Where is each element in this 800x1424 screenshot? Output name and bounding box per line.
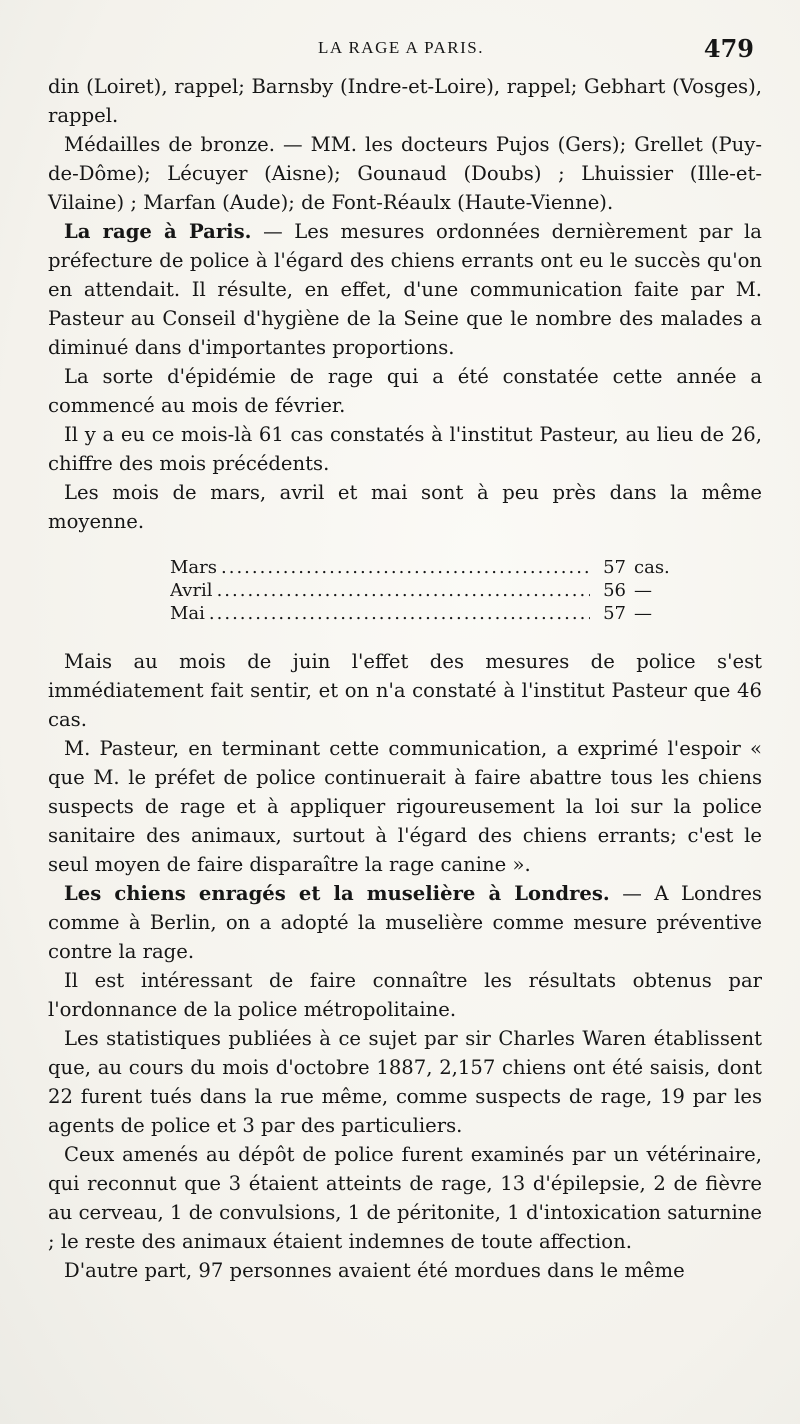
table-count: 57: [603, 603, 626, 624]
section-heading-rage-paris: La rage à Paris.: [64, 220, 252, 243]
paragraph-london-muzzle: [48, 879, 762, 966]
paragraph-rage-paris-body: — Les mesures ordonnées dernièrement par la préfecture de police à l'égard des chiens errants ont eu le succès qu'on en attendait. Il résulte, en effet, d'une communication faite par M. Pasteur au Conseil d'hygiène de la Seine que le nombre des malades a diminué dans d'importantes proportions.: [48, 220, 762, 359]
paragraph-epidemic-start: La sorte d'épidémie de rage qui a été constatée cette année a commencé au mois de février.: [48, 365, 762, 417]
table-row: [170, 602, 690, 625]
table-row: [170, 556, 690, 579]
page-number: 479: [703, 34, 754, 63]
table-count: 56: [603, 580, 626, 601]
table-month: Mai: [170, 603, 205, 624]
cases-table: [170, 556, 690, 625]
paragraph-veterinary-exam: Ceux amenés au dépôt de police furent examinés par un vétérinaire, qui reconnut que 3 étaient atteints de rage, 13 d'épilepsie, 2 de fièvre au cerveau, 1 de convulsions, 1 de péritonite, 1 d'intoxication saturnine ; le reste des animaux étaient indemnes de toute affection.: [48, 1143, 762, 1253]
dot-leader: [217, 579, 590, 602]
paragraph-waren-statistics: Les statistiques publiées à ce sujet par sir Charles Waren établissent que, au cours du mois d'octobre 1887, 2,157 chiens ont été saisis, dont 22 furent tués dans la rue même, comme suspects de rage, 19 par les agents de police et 3 par des particuliers.: [48, 1027, 762, 1137]
table-row: [170, 579, 690, 602]
paragraph-awards-continued: din (Loiret), rappel; Barnsby (Indre-et-Loire), rappel; Gebhart (Vosges), rappel.: [48, 75, 762, 127]
paragraph-bronze-medals: Médailles de bronze. — MM. les docteurs Pujos (Gers); Grellet (Puy-de-Dôme); Lécuyer (Aisne); Gounaud (Doubs) ; Lhuissier (Ille-et-Vilaine) ; Marfan (Aude); de Font-Réaulx (Haute-Vienne).: [48, 133, 762, 214]
section-heading-london: Les chiens enragés et la muselière à Londres.: [64, 882, 610, 905]
paragraph-february-cases: Il y a eu ce mois-là 61 cas constatés à l'institut Pasteur, au lieu de 26, chiffre des mois précédents.: [48, 423, 762, 475]
table-unit: —: [634, 603, 652, 624]
paragraph-pasteur-hope: M. Pasteur, en terminant cette communication, a exprimé l'espoir « que M. le préfet de police continuerait à faire abattre tous les chiens suspects de rage et à appliquer rigoureusement la loi sur la police sanitaire des animaux, surtout à l'égard des chiens errants; c'est le seul moyen de faire disparaître la rage canine ».: [48, 737, 762, 876]
table-month: Mars: [170, 557, 218, 578]
table-count: 57: [603, 557, 626, 578]
running-head: LA RAGE A PARIS.: [317, 38, 485, 57]
dot-leader: [209, 602, 590, 625]
dot-leader: [221, 556, 590, 579]
paragraph-bitten-persons: D'autre part, 97 personnes avaient été mordues dans le même: [64, 1259, 685, 1282]
table-unit: —: [634, 580, 652, 601]
page-header: [48, 34, 754, 66]
table-unit: cas.: [634, 557, 670, 578]
paragraph-london-body: — A Londres comme à Berlin, on a adopté la muselière comme mesure préventive contre la rage.: [48, 882, 762, 963]
paragraph-rage-paris: [48, 217, 762, 362]
body-text: [48, 72, 762, 1285]
table-month: Avril: [170, 580, 213, 601]
paragraph-spring-months: Les mois de mars, avril et mai sont à peu près dans la même moyenne.: [48, 481, 762, 533]
paragraph-metropolitan-ordinance: Il est intéressant de faire connaître les résultats obtenus par l'ordonnance de la police métropolitaine.: [48, 969, 762, 1021]
paragraph-june-effect: Mais au mois de juin l'effet des mesures de police s'est immédiatement fait sentir, et on n'a constaté à l'institut Pasteur que 46 cas.: [48, 650, 762, 731]
